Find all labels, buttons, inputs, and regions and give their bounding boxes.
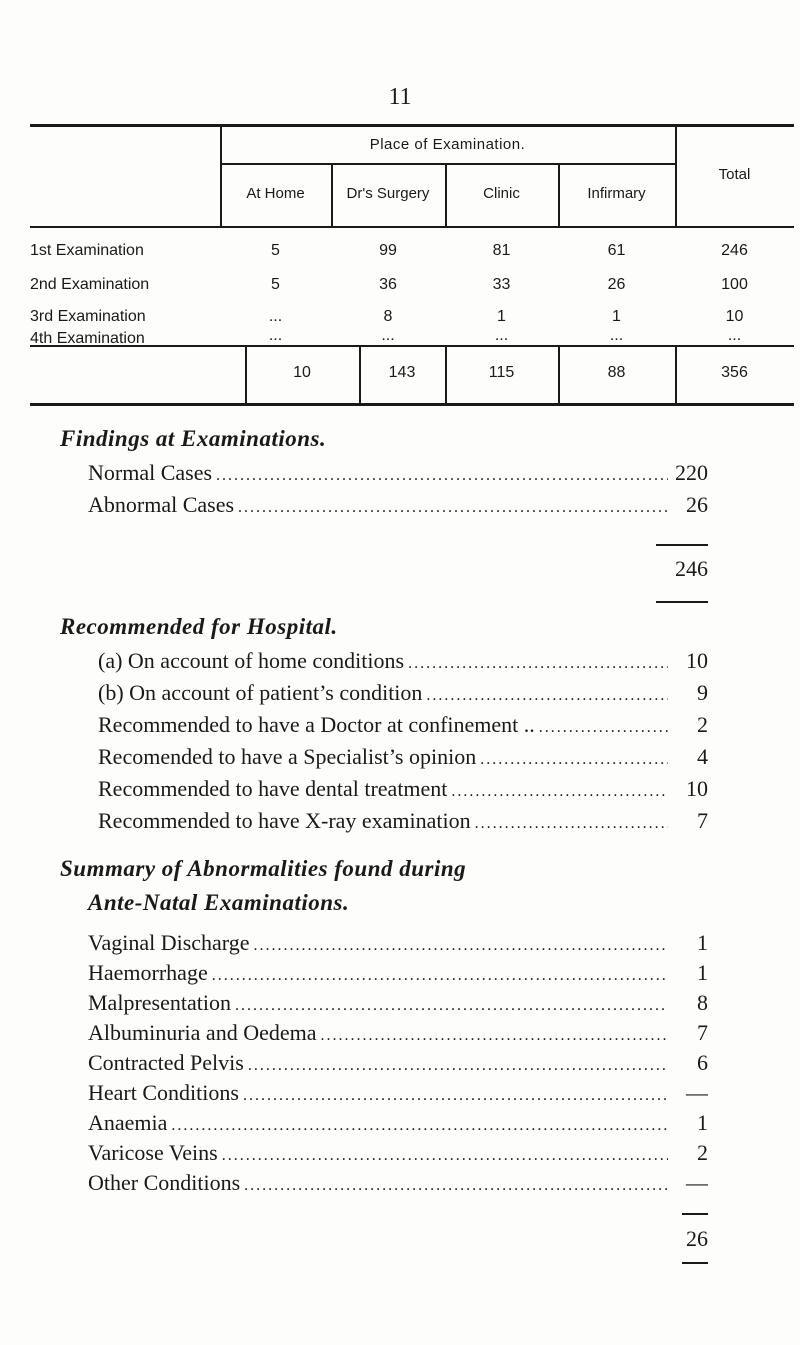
item-value: 7 (697, 1020, 708, 1045)
page-number: 11 (388, 84, 412, 110)
leader-dots (216, 467, 668, 485)
item-value: 7 (697, 808, 708, 833)
leader-dots (235, 997, 668, 1015)
list-item (88, 1170, 708, 1196)
leader-dots (248, 1057, 668, 1075)
leader-dots (244, 1177, 668, 1195)
table-cell: 246 (721, 242, 748, 259)
table-cell: ... (268, 308, 283, 325)
item-label: Contracted Pelvis (88, 1050, 244, 1075)
leader-dots (238, 499, 668, 517)
item-label: Recommended to have dental treatment (98, 776, 448, 801)
table-cell: 99 (379, 242, 397, 259)
list-item (98, 776, 708, 802)
list-item (88, 460, 708, 486)
total-cell: 115 (488, 364, 515, 381)
sum-rule (656, 601, 708, 603)
table-top-rule (30, 124, 794, 127)
table-cell: 100 (721, 276, 748, 293)
row-label: 1st Examination (30, 242, 144, 259)
table-cell: ... (268, 327, 283, 344)
item-label: (b) On account of patient’s condition (98, 680, 423, 705)
item-value: 1 (697, 930, 708, 955)
item-value: 220 (675, 460, 708, 485)
table-cell: 33 (492, 276, 511, 293)
item-label: Varicose Veins (88, 1140, 218, 1165)
list-item (88, 1110, 708, 1136)
leader-dots (539, 719, 668, 737)
item-label: Heart Conditions (88, 1080, 239, 1105)
item-label: Normal Cases (88, 460, 213, 485)
table-cell: 1 (612, 308, 621, 325)
item-label: Albuminuria and Oedema (88, 1020, 317, 1045)
item-value: 10 (686, 776, 708, 801)
list-item (88, 960, 708, 986)
leader-dots (426, 687, 668, 705)
item-label: Other Conditions (88, 1170, 241, 1195)
table-cell: 1 (497, 308, 506, 325)
row-label: 3rd Examination (30, 308, 146, 325)
table-cell: ... (609, 327, 624, 344)
table-cell: ... (727, 327, 742, 344)
table-cell: 81 (492, 242, 511, 259)
list-item (88, 990, 708, 1016)
item-label: Recomended to have a Specialist’s opinion (98, 744, 477, 769)
row-label: 4th Examination (30, 330, 145, 347)
column-header: Clinic (483, 185, 520, 202)
findings-title: Findings at Examinations. (60, 426, 327, 451)
total-header: Total (718, 166, 751, 183)
total-cell: 356 (721, 364, 748, 381)
group-header-rule (220, 163, 675, 165)
leader-dots (243, 1087, 668, 1105)
total-cell: 88 (607, 364, 626, 381)
findings-total: 246 (675, 556, 708, 581)
list-item (98, 648, 708, 674)
item-value: 2 (697, 1140, 708, 1165)
list-item (98, 808, 708, 834)
item-label: Recommended to have a Doctor at confinement .. (98, 712, 535, 737)
list-item (88, 1140, 708, 1166)
table-cell: 5 (271, 276, 280, 293)
item-value: 1 (697, 960, 708, 985)
summary-title: Summary of Abnormalities found during (60, 856, 467, 881)
item-value: 8 (697, 990, 708, 1015)
leader-dots (451, 783, 668, 801)
item-value: 10 (686, 648, 708, 673)
sum-rule (682, 1213, 708, 1215)
examination-place-table (30, 124, 794, 406)
group-header: Place of Examination. (369, 136, 526, 153)
item-label: Haemorrhage (88, 960, 208, 985)
list-item (88, 930, 708, 956)
item-value: 6 (697, 1050, 708, 1075)
table-cell: 61 (607, 242, 626, 259)
item-value: — (686, 1080, 708, 1105)
table-cell: 26 (607, 276, 626, 293)
table-cell: ... (381, 327, 395, 344)
item-label: Malpresentation (88, 990, 231, 1015)
header-bottom-rule (30, 226, 794, 228)
leader-dots (171, 1117, 668, 1135)
column-header: At Home (246, 185, 305, 202)
sum-rule (656, 544, 708, 546)
leader-dots (254, 937, 669, 955)
item-value: 4 (697, 744, 708, 769)
total-cell: 143 (388, 364, 416, 381)
leader-dots (222, 1147, 668, 1165)
leader-dots (475, 815, 668, 833)
item-value: — (686, 1170, 708, 1195)
row-label: 2nd Examination (30, 276, 150, 293)
column-header: Dr's Surgery (346, 185, 430, 202)
summary-subtitle: Ante-Natal Examinations. (88, 890, 350, 915)
list-item (88, 492, 708, 518)
hospital-title: Recommended for Hospital. (60, 614, 338, 639)
table-cell: ... (494, 327, 509, 344)
list-item (98, 744, 708, 770)
item-value: 2 (697, 712, 708, 737)
sum-rule (682, 1262, 708, 1264)
item-value: 26 (686, 492, 708, 517)
leader-dots (321, 1027, 669, 1045)
list-item (98, 712, 708, 738)
summary-total: 26 (686, 1226, 708, 1251)
leader-dots (212, 967, 668, 985)
leader-dots (408, 655, 668, 673)
table-bottom-rule (30, 403, 794, 406)
list-item (88, 1020, 708, 1046)
leader-dots (480, 751, 668, 769)
column-header: Infirmary (587, 185, 646, 202)
table-cell: 36 (379, 276, 397, 293)
list-item (88, 1080, 708, 1106)
item-label: Anaemia (88, 1110, 168, 1135)
item-label: (a) On account of home conditions (98, 648, 405, 673)
table-cell: 10 (725, 308, 744, 325)
item-label: Vaginal Discharge (88, 930, 250, 955)
table-cell: 8 (383, 308, 393, 325)
total-cell: 10 (293, 364, 311, 381)
list-item (98, 680, 708, 706)
list-item (88, 1050, 708, 1076)
item-label: Abnormal Cases (88, 492, 235, 517)
table-cell: 5 (271, 242, 280, 259)
item-label: Recommended to have X-ray examination (98, 808, 471, 833)
item-value: 9 (697, 680, 708, 705)
item-value: 1 (697, 1110, 708, 1135)
